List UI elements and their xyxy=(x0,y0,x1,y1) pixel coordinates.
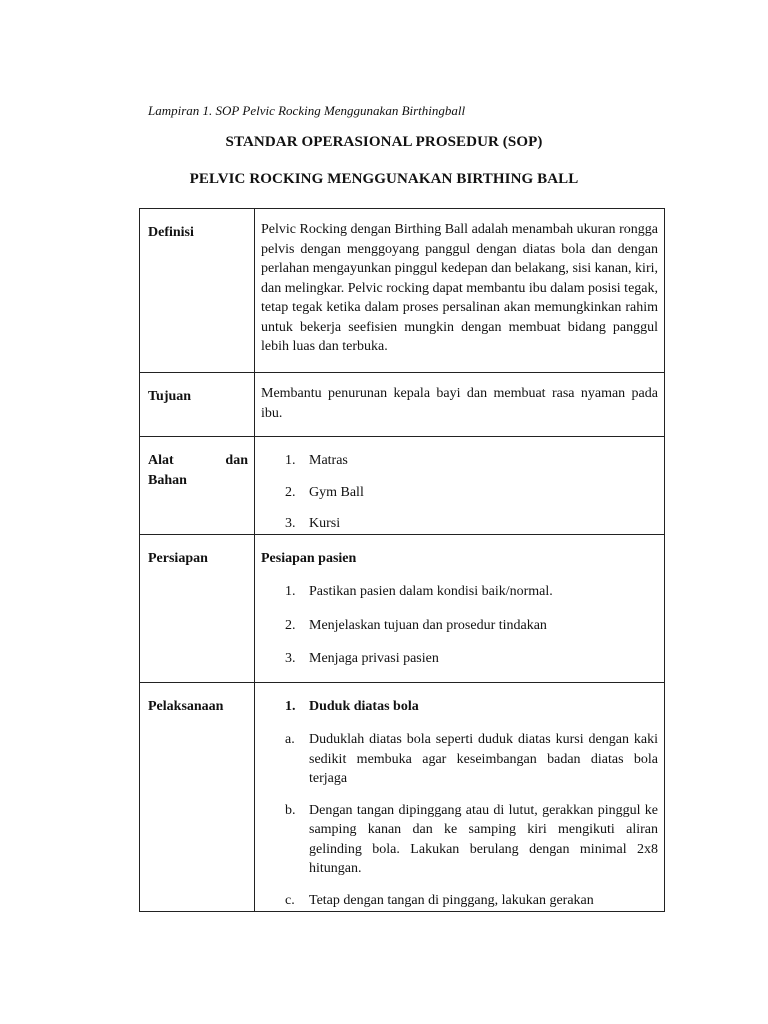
label-alat-bahan xyxy=(140,437,255,535)
row-tujuan xyxy=(140,373,665,437)
row-persiapan xyxy=(140,534,665,682)
list-item: 1. Matras xyxy=(285,453,348,468)
pelaksanaan-substeps xyxy=(261,730,658,910)
row-alat-bahan xyxy=(140,437,665,535)
label-pelaksanaan: Pelaksanaan xyxy=(140,682,255,912)
list-item: 2. Menjelaskan tujuan dan prosedur tindakan xyxy=(285,617,547,633)
label-alat: Alat xyxy=(148,453,174,468)
persiapan-subheading: Pesiapan pasien xyxy=(261,550,357,566)
content-persiapan xyxy=(255,534,665,682)
appendix-caption: Lampiran 1. SOP Pelvic Rocking Menggunakan Birthingball xyxy=(148,103,466,118)
list-item: 3. Kursi xyxy=(285,516,341,531)
content-pelaksanaan xyxy=(255,682,665,912)
list-item: a. Duduklah diatas bola seperti duduk diatas kursi dengan kaki sedikit membuka agar keseimbangan badan diatas bola terjaga xyxy=(285,732,658,786)
label-dan: dan xyxy=(225,453,248,468)
content-tujuan: Membantu penurunan kepala bayi dan membuat rasa nyaman pada ibu. xyxy=(255,373,665,437)
list-item: 2. Gym Ball xyxy=(285,484,364,500)
row-pelaksanaan xyxy=(140,682,665,912)
label-tujuan: Tujuan xyxy=(140,373,255,437)
label-bahan: Bahan xyxy=(148,472,187,488)
sop-table xyxy=(139,208,665,912)
list-item: c. Tetap dengan tangan di pinggang, lakukan gerakan xyxy=(285,892,594,908)
label-persiapan: Persiapan xyxy=(140,534,255,682)
pelaksanaan-steps xyxy=(261,697,658,717)
step-item: 1. Duduk diatas bola xyxy=(285,698,419,714)
row-definisi xyxy=(140,209,665,373)
content-definisi: Pelvic Rocking dengan Birthing Ball adalah menambah ukuran rongga pelvis dengan menggoyang panggul dengan diatas bola dan dengan perlahan mengayunkan pinggul kedepan dan belakang, sisi kanan, kiri, dan melingkar. Pelvic rocking dapat membantu ibu dalam posisi tegak, tetap tegak ketika dalam proses persalinan akan memungkinkan rahim untuk bekerja seefisien mungkin dengan membuat bidang panggul lebih luas dan terbuka. xyxy=(255,209,665,373)
sop-title: STANDAR OPERASIONAL PROSEDUR (SOP) xyxy=(225,134,543,150)
list-item: 1. Pastikan pasien dalam kondisi baik/normal. xyxy=(285,584,553,599)
sop-subtitle: PELVIC ROCKING MENGGUNAKAN BIRTHING BALL xyxy=(189,171,579,187)
list-item: b. Dengan tangan dipinggang atau di lutut, gerakkan pinggul ke samping kanan dan ke samping kiri mengikuti aliran gelinding bola. Lakukan berulang dengan minimal 2x8 hitungan. xyxy=(285,802,658,876)
alat-list xyxy=(261,451,658,534)
list-item: 3. Menjaga privasi pasien xyxy=(285,651,439,666)
content-alat-bahan xyxy=(255,437,665,535)
persiapan-list xyxy=(261,582,658,669)
label-definisi: Definisi xyxy=(140,209,255,373)
